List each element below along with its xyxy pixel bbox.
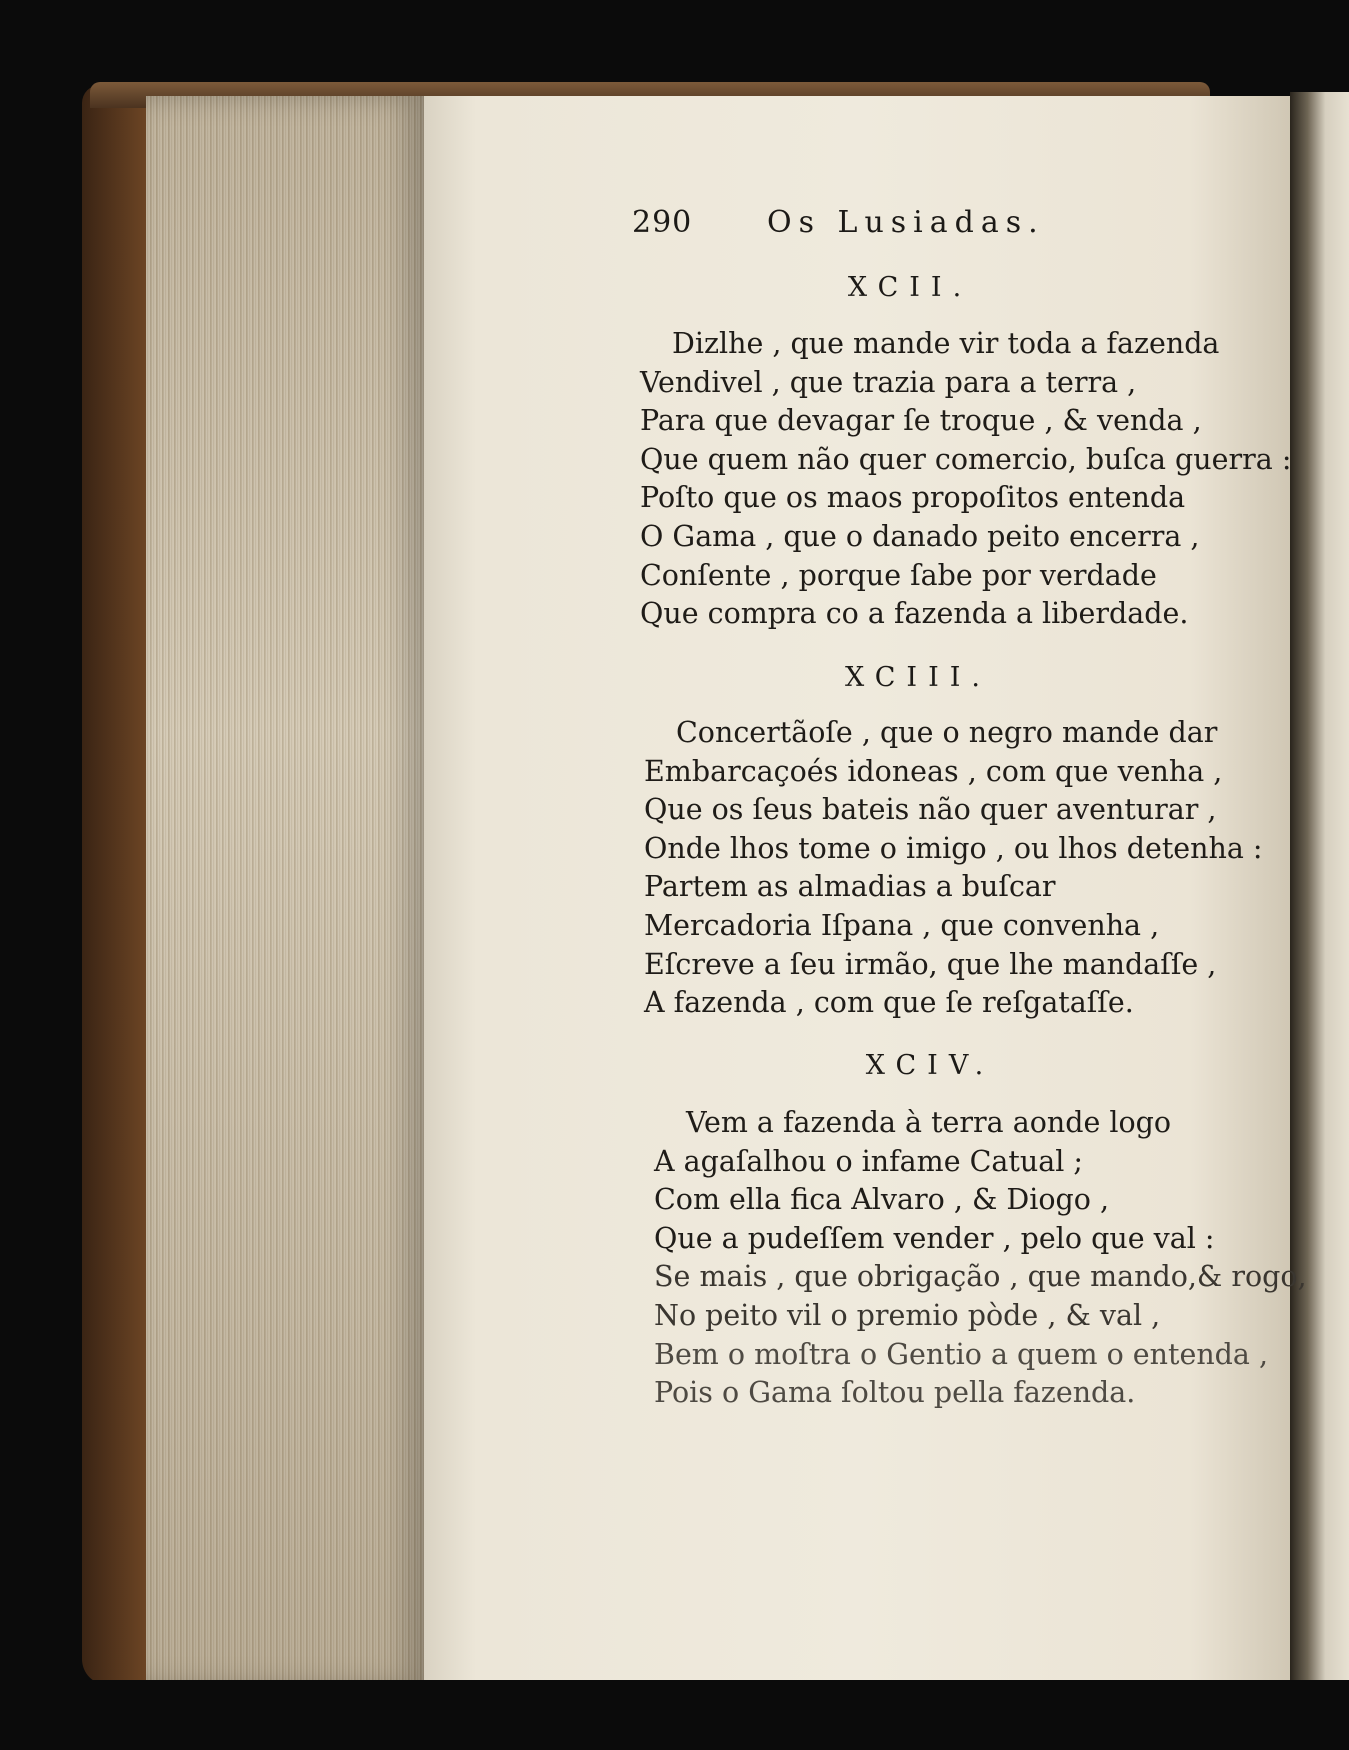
facing-page-edge: [1290, 92, 1349, 1692]
stanza-heading: XCIV.: [865, 1050, 995, 1081]
page-header: [632, 205, 1152, 255]
verse-line: Se mais , que obrigação , que mando,& rogo,: [654, 1260, 1307, 1294]
verse-line: Mercadoria Iſpana , que convenha ,: [644, 908, 1160, 942]
background: [82, 1680, 1349, 1750]
verse-line: Dizlhe , que mande vir toda a fazenda: [672, 327, 1220, 360]
verse-line: Concertãoſe , que o negro mande dar: [676, 716, 1218, 749]
stanza-heading: XCII.: [847, 272, 973, 303]
verse-line: A fazenda , com que ſe reſgataſſe.: [644, 986, 1134, 1020]
verse-line: Pois o Gama ſoltou pella fazenda.: [654, 1376, 1136, 1410]
verse-line: Que os ſeus bateis não quer aventurar ,: [644, 793, 1217, 827]
verse-line: No peito vil o premio pòde , & val ,: [654, 1298, 1161, 1332]
stanza-heading: XCIII.: [845, 662, 991, 693]
verse-line: A agaſalhou o infame Catual ;: [654, 1144, 1084, 1178]
page-edges: [146, 96, 426, 1686]
verse-line: Eſcreve a ſeu irmão, que lhe mandaſſe ,: [644, 947, 1217, 981]
verse-line: Para que devagar ſe troque , & venda ,: [640, 404, 1202, 438]
verse-line: Partem as almadias a buſcar: [644, 870, 1056, 904]
stanza-text: [654, 1104, 1307, 1413]
stanza-text: [640, 325, 1291, 634]
verse-line: Poſto que os maos propoſitos entenda: [640, 481, 1186, 515]
stanza-text: [644, 714, 1263, 1023]
verse-line: Com ella fica Alvaro , & Diogo ,: [654, 1183, 1110, 1217]
running-title: Os Lusiadas.: [767, 205, 1045, 240]
verse-line: Que a pudeſſem vender , pelo que val :: [654, 1221, 1215, 1255]
verse-line: O Gama , que o danado peito encerra ,: [640, 519, 1200, 553]
verse-line: Vem a fazenda à terra aonde logo: [686, 1106, 1172, 1139]
verse-line: Que compra co a fazenda a liberdade.: [640, 597, 1189, 631]
verse-line: Conſente , porque ſabe por verdade: [640, 558, 1157, 592]
verse-line: Onde lhos tome o imigo , ou lhos detenha :: [644, 831, 1263, 865]
verse-line: Bem o moſtra o Gentio a quem o entenda ,: [654, 1337, 1269, 1371]
page-number: 290: [632, 205, 693, 240]
verse-line: Vendivel , que trazia para a terra ,: [640, 365, 1137, 399]
verse-line: Embarcaçoés idoneas , com que venha ,: [644, 754, 1223, 788]
verse-line: Que quem não quer comercio, buſca guerra :: [640, 442, 1292, 476]
